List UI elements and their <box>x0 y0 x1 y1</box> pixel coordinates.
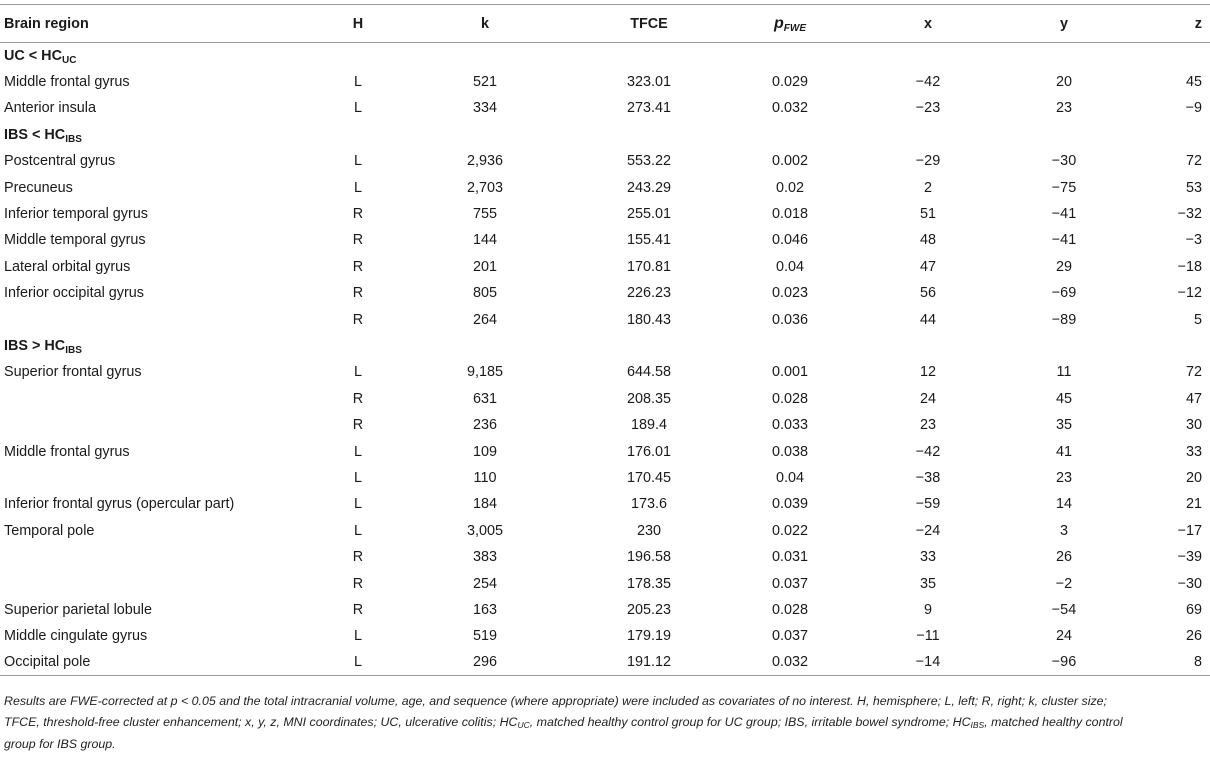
header-row <box>0 5 1210 43</box>
cell-y: 20 <box>1055 74 1072 91</box>
cell-z: −3 <box>1185 232 1202 249</box>
cell-x: −29 <box>915 153 941 170</box>
cell-x: −23 <box>915 100 941 117</box>
cell-p-fwe: 0.031 <box>771 549 808 566</box>
cell-hemisphere: R <box>352 285 364 302</box>
cell-cluster-size: 109 <box>472 443 497 460</box>
cell-tfce: 178.35 <box>626 575 671 592</box>
cell-p-fwe: 0.04 <box>775 258 804 275</box>
cell-z: 72 <box>1185 364 1202 381</box>
header-p-main: p <box>774 14 784 32</box>
cell-tfce: 196.58 <box>626 549 671 566</box>
cell-brain-region: Precuneus <box>4 179 73 196</box>
cell-z: 72 <box>1185 153 1202 170</box>
results-table <box>0 4 1210 676</box>
table-row <box>0 544 1210 570</box>
cell-tfce: 155.41 <box>626 232 671 249</box>
cell-brain-region: Anterior insula <box>4 100 96 117</box>
table-row <box>0 597 1210 623</box>
cell-y: 23 <box>1055 100 1072 117</box>
cell-x: 44 <box>919 311 936 328</box>
table-row <box>0 95 1210 121</box>
cell-z: 45 <box>1185 74 1202 91</box>
table-row <box>0 386 1210 412</box>
cell-hemisphere: R <box>352 206 364 223</box>
cell-hemisphere: R <box>352 232 364 249</box>
cell-cluster-size: 254 <box>472 575 497 592</box>
footnote-part3: , matched healthy control group for IBS group. <box>4 715 1123 751</box>
table-row <box>0 649 1210 675</box>
cell-brain-region: Inferior frontal gyrus (opercular part) <box>4 496 235 513</box>
cell-x: 47 <box>919 258 936 275</box>
cell-x: −59 <box>915 496 941 513</box>
cell-y: −2 <box>1055 575 1073 592</box>
cell-hemisphere: R <box>352 311 364 328</box>
cell-x: 33 <box>919 549 936 566</box>
cell-x: −11 <box>916 628 940 645</box>
section-title <box>0 43 1210 69</box>
section-label: UC < HC <box>4 47 62 64</box>
table-row <box>0 306 1210 332</box>
cell-tfce: 323.01 <box>626 74 671 91</box>
cell-z: 69 <box>1185 601 1202 618</box>
cell-cluster-size: 184 <box>472 496 497 513</box>
cell-tfce: 553.22 <box>626 153 671 170</box>
cell-brain-region: Temporal pole <box>4 522 95 539</box>
cell-y: 3 <box>1059 522 1068 539</box>
cell-brain-region <box>0 465 324 491</box>
cell-tfce: 191.12 <box>578 649 720 675</box>
cell-x: 35 <box>919 575 936 592</box>
section-title <box>0 333 1210 359</box>
cell-z: −32 <box>1177 206 1202 223</box>
cell-y: −41 <box>1051 206 1077 223</box>
section-label: IBS > HC <box>4 337 66 354</box>
cell-z: −9 <box>1185 100 1202 117</box>
cell-brain-region: Middle temporal gyrus <box>4 232 146 249</box>
cell-z: 8 <box>1132 649 1210 675</box>
header-brain-region: Brain region <box>0 5 324 43</box>
cell-x: −42 <box>915 74 941 91</box>
cell-tfce: 644.58 <box>626 364 671 381</box>
cell-y: −69 <box>1051 285 1077 302</box>
cell-tfce: 173.6 <box>630 496 667 513</box>
cell-hemisphere: R <box>352 258 364 275</box>
cell-brain-region: Inferior occipital gyrus <box>4 285 144 302</box>
cell-p-fwe: 0.036 <box>771 311 808 328</box>
header-x: x <box>860 5 996 43</box>
cell-y: 24 <box>1055 628 1072 645</box>
cell-hemisphere: L <box>353 74 362 91</box>
cell-tfce: 179.19 <box>626 628 671 645</box>
cell-tfce: 205.23 <box>626 601 671 618</box>
section-header-row <box>0 122 1210 148</box>
header-p-fwe <box>720 5 860 43</box>
table-row <box>0 254 1210 280</box>
table-row <box>0 518 1210 544</box>
cell-z: 21 <box>1185 496 1202 513</box>
cell-x: 2 <box>923 179 932 196</box>
section-header-row <box>0 333 1210 359</box>
table-row <box>0 491 1210 517</box>
cell-brain-region: Middle frontal gyrus <box>4 443 130 460</box>
cell-brain-region: Occipital pole <box>0 649 324 675</box>
cell-p-fwe: 0.028 <box>771 390 808 407</box>
cell-hemisphere: L <box>353 522 362 539</box>
table-row <box>0 623 1210 649</box>
cell-tfce: 176.01 <box>626 443 671 460</box>
cell-tfce: 170.45 <box>626 469 671 486</box>
cell-z: 30 <box>1185 417 1202 434</box>
cell-x: 24 <box>919 390 936 407</box>
cell-cluster-size: 521 <box>472 74 497 91</box>
header-y: y <box>996 5 1132 43</box>
cell-brain-region <box>0 386 324 412</box>
cell-brain-region <box>0 544 324 570</box>
cell-hemisphere: L <box>353 100 362 117</box>
cell-p-fwe: 0.02 <box>775 179 804 196</box>
cell-z: −18 <box>1177 258 1202 275</box>
cell-brain-region: Superior frontal gyrus <box>4 364 142 381</box>
section-label-subscript: IBS <box>65 133 82 145</box>
cell-brain-region: Postcentral gyrus <box>4 153 116 170</box>
cell-brain-region: Middle frontal gyrus <box>4 74 130 91</box>
table-row <box>0 438 1210 464</box>
table-footnote <box>4 691 1134 755</box>
table-body <box>0 43 1210 676</box>
table-row <box>0 412 1210 438</box>
header-cluster-size: k <box>392 5 578 43</box>
section-title <box>0 122 1210 148</box>
cell-y: 14 <box>1055 496 1072 513</box>
cell-brain-region <box>0 306 324 332</box>
cell-cluster-size: 383 <box>472 549 497 566</box>
cell-p-fwe: 0.037 <box>771 575 808 592</box>
cell-z: −12 <box>1177 285 1202 302</box>
cell-hemisphere: L <box>353 628 362 645</box>
cell-x: −42 <box>915 443 941 460</box>
cell-z: 47 <box>1185 390 1202 407</box>
table-row <box>0 69 1210 95</box>
footnote-sub-ibs: IBS <box>970 720 985 730</box>
header-hemisphere: H <box>324 5 392 43</box>
cell-brain-region <box>0 412 324 438</box>
cell-x: 9 <box>923 601 932 618</box>
cell-cluster-size: 755 <box>472 206 497 223</box>
cell-cluster-size: 163 <box>472 601 497 618</box>
table-row <box>0 148 1210 174</box>
cell-hemisphere: R <box>352 390 364 407</box>
cell-brain-region: Superior parietal lobule <box>4 601 152 618</box>
cell-cluster-size: 3,005 <box>466 522 503 539</box>
footnote-part2: , matched healthy control group for UC group; IBS, irritable bowel syndrome; HC <box>529 715 971 729</box>
cell-y: −30 <box>1051 153 1077 170</box>
section-label: IBS < HC <box>4 126 66 143</box>
cell-hemisphere: R <box>352 549 364 566</box>
cell-z: 20 <box>1185 469 1202 486</box>
table-header <box>0 5 1210 43</box>
section-label-subscript: IBS <box>65 344 82 356</box>
cell-cluster-size: 631 <box>472 390 497 407</box>
cell-cluster-size: 110 <box>473 469 497 486</box>
cell-tfce: 255.01 <box>626 206 671 223</box>
cell-cluster-size: 2,936 <box>466 153 503 170</box>
cell-hemisphere: R <box>352 575 364 592</box>
cell-hemisphere: L <box>353 179 362 196</box>
cell-y: 26 <box>1055 549 1072 566</box>
cell-x: 12 <box>919 364 936 381</box>
cell-y: 41 <box>1055 443 1072 460</box>
cell-hemisphere: L <box>353 443 362 460</box>
cell-x: 48 <box>919 232 936 249</box>
cell-p-fwe: 0.001 <box>771 364 808 381</box>
cell-z: 33 <box>1185 443 1202 460</box>
cell-p-fwe: 0.037 <box>771 628 808 645</box>
footnote-part1: Results are FWE-corrected at p < 0.05 and the total intracranial volume, age, and sequence (where appropriate) were included as covariates of no interest. H, hemisphere; L, left; R, right; k, cluster size; TFCE, threshold-free cluster enhancement; x, y, z, MNI coordinates; UC, ulcerative colitis; HC <box>4 694 1107 729</box>
cell-p-fwe: 0.046 <box>771 232 808 249</box>
cell-y: 11 <box>1056 364 1072 381</box>
cell-y: 35 <box>1055 417 1072 434</box>
cell-brain-region: Inferior temporal gyrus <box>4 206 148 223</box>
table-row <box>0 227 1210 253</box>
cell-tfce: 230 <box>636 522 661 539</box>
cell-y: 23 <box>1055 469 1072 486</box>
cell-x: −38 <box>915 469 941 486</box>
cell-p-fwe: 0.033 <box>771 417 808 434</box>
table-row <box>0 201 1210 227</box>
cell-cluster-size: 2,703 <box>466 179 503 196</box>
cell-tfce: 226.23 <box>626 285 671 302</box>
cell-cluster-size: 334 <box>472 100 497 117</box>
header-z: z <box>1132 5 1210 43</box>
cell-p-fwe: 0.023 <box>771 285 808 302</box>
cell-p-fwe: 0.032 <box>720 649 860 675</box>
cell-x: −24 <box>915 522 941 539</box>
cell-y: 45 <box>1055 390 1072 407</box>
cell-hemisphere: L <box>324 649 392 675</box>
cell-p-fwe: 0.018 <box>771 206 808 223</box>
cell-hemisphere: L <box>353 496 362 513</box>
cell-x: 23 <box>919 417 936 434</box>
cell-cluster-size: 519 <box>472 628 497 645</box>
table-row <box>0 359 1210 385</box>
cell-tfce: 208.35 <box>626 390 671 407</box>
cell-z: 26 <box>1185 628 1202 645</box>
table-row <box>0 570 1210 596</box>
table-row <box>0 280 1210 306</box>
section-label-subscript: UC <box>61 54 77 66</box>
cell-cluster-size: 805 <box>472 285 497 302</box>
cell-hemisphere: L <box>353 469 362 486</box>
cell-cluster-size: 236 <box>472 417 497 434</box>
cell-hemisphere: L <box>353 364 362 381</box>
cell-y: 29 <box>1055 258 1072 275</box>
cell-z: 5 <box>1193 311 1202 328</box>
cell-z: −39 <box>1177 549 1202 566</box>
cell-p-fwe: 0.028 <box>771 601 808 618</box>
cell-p-fwe: 0.029 <box>771 74 808 91</box>
section-header-row <box>0 43 1210 69</box>
footnote-sub-uc: UC <box>517 720 530 730</box>
cell-y: −75 <box>1051 179 1077 196</box>
cell-tfce: 243.29 <box>626 179 671 196</box>
cell-tfce: 180.43 <box>626 311 671 328</box>
cell-cluster-size: 264 <box>472 311 497 328</box>
cell-cluster-size: 201 <box>472 258 497 275</box>
cell-p-fwe: 0.04 <box>775 469 804 486</box>
cell-y: −41 <box>1051 232 1077 249</box>
cell-x: 56 <box>919 285 936 302</box>
cell-brain-region <box>0 570 324 596</box>
cell-p-fwe: 0.022 <box>771 522 808 539</box>
cell-cluster-size: 296 <box>392 649 578 675</box>
cell-z: −17 <box>1177 522 1202 539</box>
header-tfce: TFCE <box>578 5 720 43</box>
cell-tfce: 273.41 <box>626 100 671 117</box>
cell-y: −54 <box>1051 601 1077 618</box>
header-p-sub: FWE <box>783 22 806 34</box>
cell-z: 53 <box>1185 179 1202 196</box>
cell-p-fwe: 0.032 <box>771 100 808 117</box>
cell-hemisphere: R <box>352 417 364 434</box>
cell-p-fwe: 0.039 <box>771 496 808 513</box>
table-row <box>0 174 1210 200</box>
cell-brain-region: Lateral orbital gyrus <box>4 258 131 275</box>
cell-y: −96 <box>996 649 1132 675</box>
cell-hemisphere: R <box>352 601 364 618</box>
cell-x: −14 <box>860 649 996 675</box>
cell-brain-region: Middle cingulate gyrus <box>4 628 148 645</box>
cell-z: −30 <box>1177 575 1202 592</box>
cell-cluster-size: 144 <box>472 232 497 249</box>
cell-cluster-size: 9,185 <box>466 364 503 381</box>
cell-tfce: 170.81 <box>626 258 671 275</box>
cell-y: −89 <box>1051 311 1077 328</box>
table-row <box>0 465 1210 491</box>
cell-x: 51 <box>919 206 936 223</box>
cell-p-fwe: 0.038 <box>771 443 808 460</box>
cell-tfce: 189.4 <box>630 417 667 434</box>
cell-hemisphere: L <box>353 153 362 170</box>
cell-p-fwe: 0.002 <box>771 153 808 170</box>
